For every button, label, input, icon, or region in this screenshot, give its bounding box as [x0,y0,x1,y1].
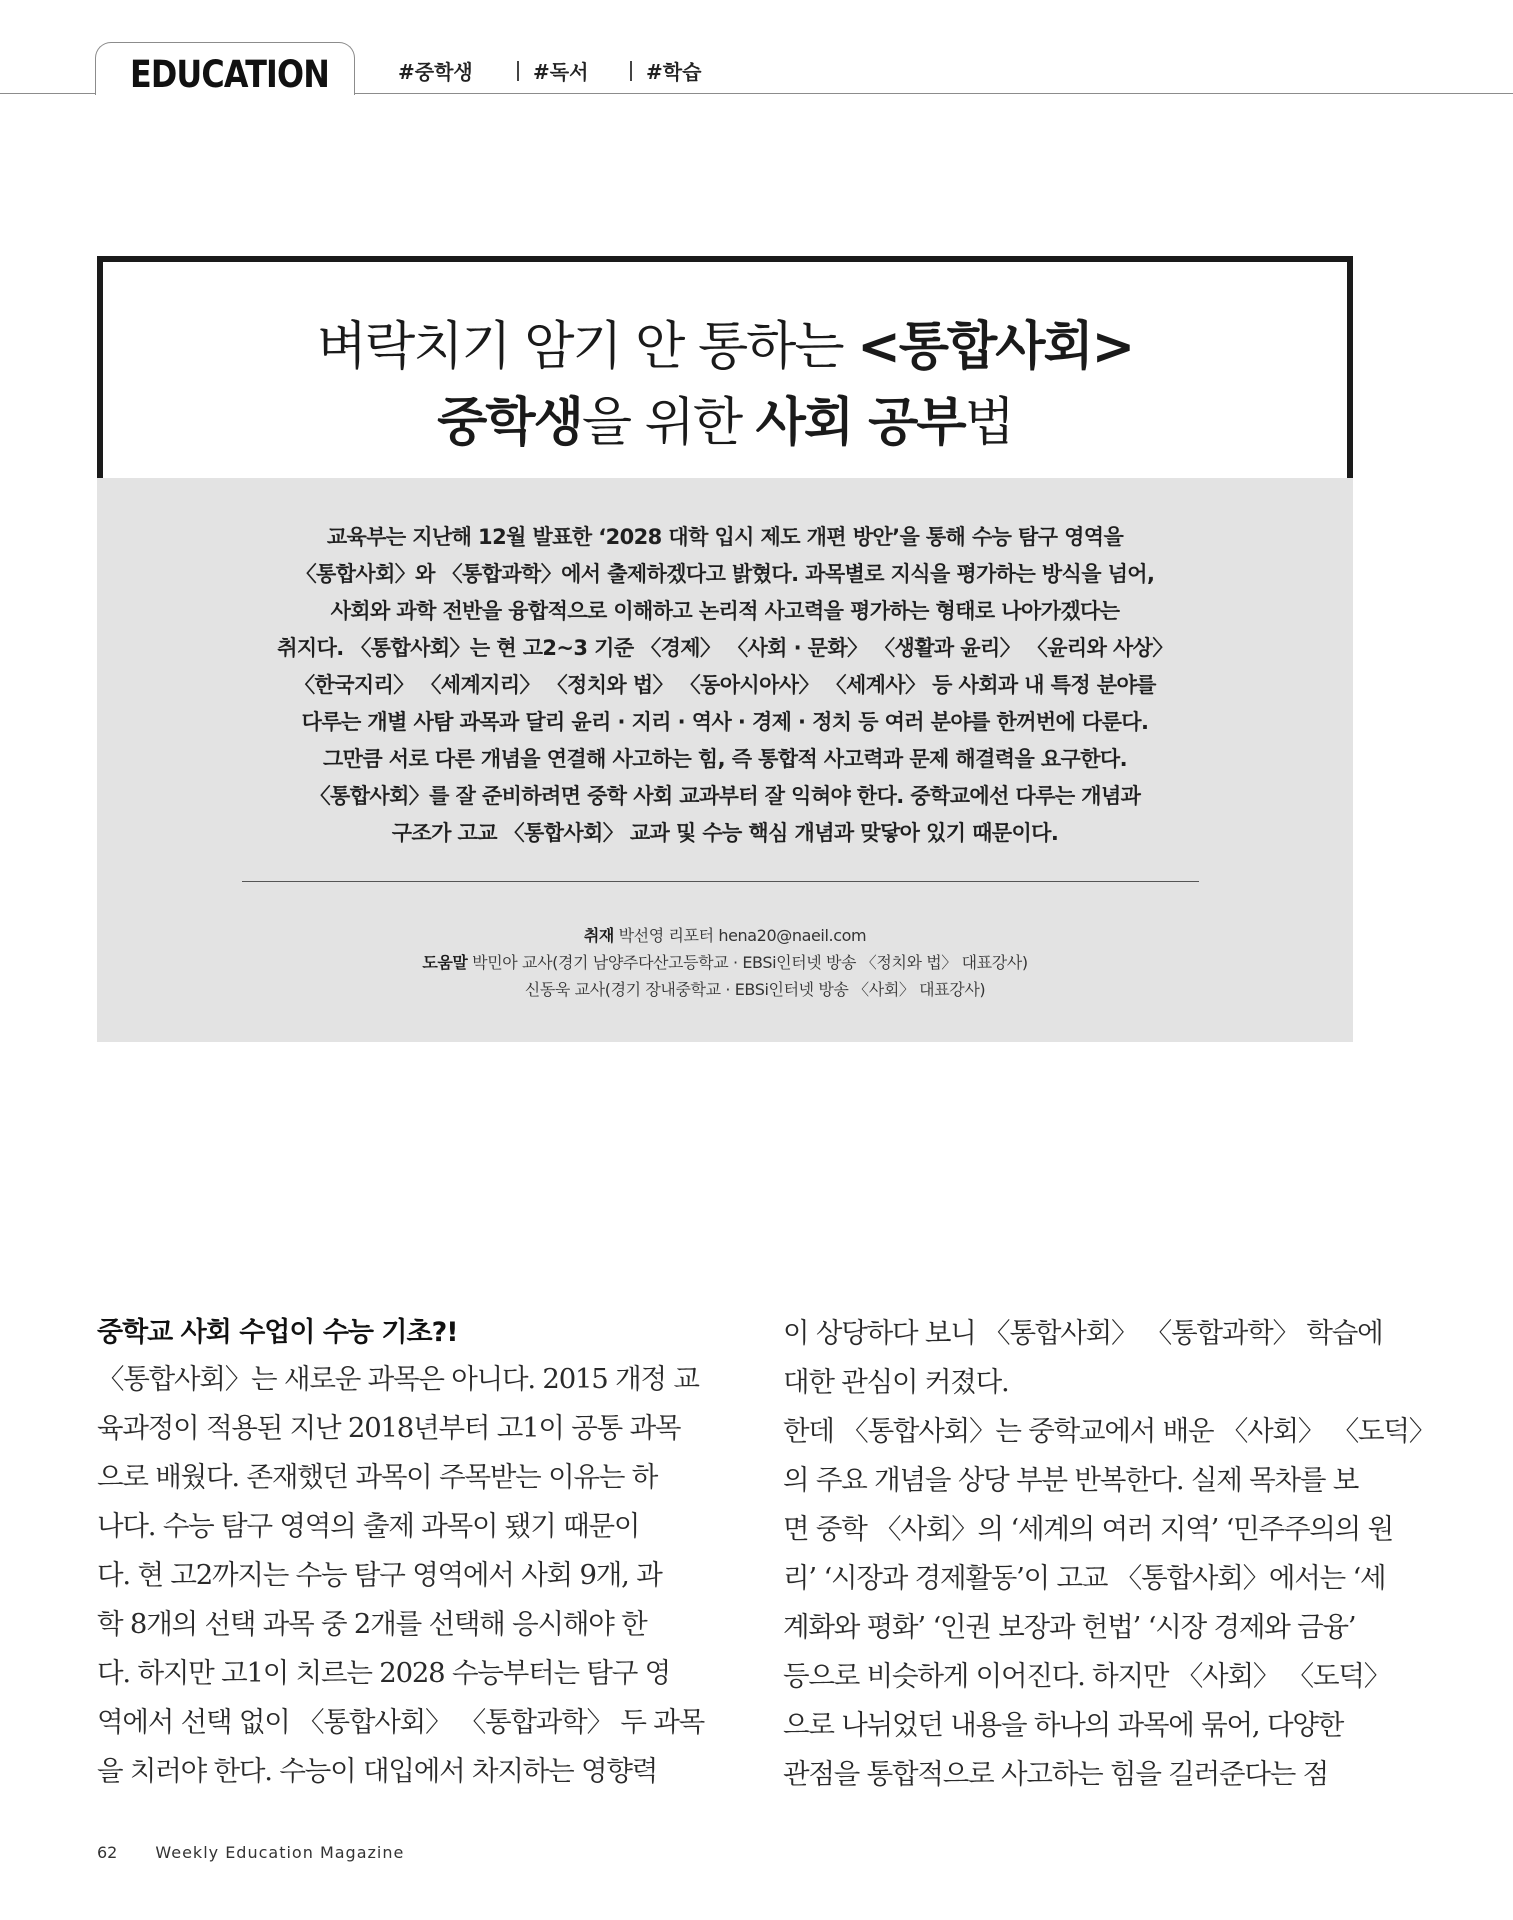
headline-text: 법 [964,393,1013,453]
body-line: 면 중학 〈사회〉의 ‘세계의 여러 지역’ ‘민주주의의 원 [783,1513,1393,1545]
tag-divider [630,61,632,81]
body-line: 나다. 수능 탐구 영역의 출제 과목이 됐기 때문이 [97,1510,640,1542]
lead-line: 〈한국지리〉 〈세계지리〉 〈정치와 법〉 〈동아시아사〉 〈세계사〉 등 사회과 내 특정 분야를 [294,673,1156,697]
credit-label: 도움말 [422,953,468,972]
lead-line: 〈통합사회〉를 잘 준비하려면 중학 사회 교과부터 잘 익혀야 한다. 중학교에선 다루는 개념과 [309,784,1141,808]
hashtag: #독서 [533,60,589,84]
page-number: 62 [97,1843,118,1862]
body-line: 학 8개의 선택 과목 중 2개를 선택해 응시해야 한 [97,1608,647,1640]
body-line: 을 치러야 한다. 수능이 대입에서 차지하는 영향력 [97,1755,658,1787]
headline-line-2 [103,380,1347,455]
section-title: EDUCATION [130,53,329,96]
lead-line: 다루는 개별 사탐 과목과 달리 윤리 · 지리 · 역사 · 경제 · 정치 등 여러 분야를 한꺼번에 다룬다. [301,710,1149,734]
headline-line-1 [103,304,1347,379]
headline-box [97,256,1353,484]
page-footer [97,1843,404,1862]
tag-divider [517,61,519,81]
body-line: 으로 배웠다. 존재했던 과목이 주목받는 이유는 하 [97,1461,658,1493]
magazine-name: Weekly Education Magazine [155,1843,405,1862]
body-line: 다. 현 고2까지는 수능 탐구 영역에서 사회 9개, 과 [97,1559,662,1591]
body-line: 육과정이 적용된 지난 2018년부터 고1이 공통 과목 [97,1412,681,1444]
headline-emphasis: 사회 공부 [755,393,965,453]
credit-text: 박선영 리포터 hena20@naeil.com [618,926,867,945]
body-line: 등으로 비슷하게 이어진다. 하지만 〈사회〉 〈도덕〉 [783,1660,1391,1692]
body-line: 으로 나뉘었던 내용을 하나의 과목에 묶어, 다양한 [783,1709,1344,1741]
body-line: 리’ ‘시장과 경제활동’이 고교 〈통합사회〉에서는 ‘세 [783,1562,1386,1594]
lead-line: 구조가 고교 〈통합사회〉 교과 및 수능 핵심 개념과 맞닿아 있기 때문이다. [391,821,1059,845]
body-line: 의 주요 개념을 상당 부분 반복한다. 실제 목차를 보 [783,1464,1359,1496]
headline-text: 벼락치기 암기 안 통하는 [316,317,858,377]
lead-line: 〈통합사회〉와 〈통합과학〉에서 출제하겠다고 밝혔다. 과목별로 지식을 평가하는 방식을 넘어, [295,562,1155,586]
hashtag: #중학생 [398,60,473,84]
credit-reporter [97,923,1353,946]
body-line: 이 상당하다 보니 〈통합사회〉 〈통합과학〉 학습에 [783,1317,1383,1349]
lead-line: 교육부는 지난해 12월 발표한 ‘2028 대학 입시 제도 개편 방안’을 통해 수능 탐구 영역을 [326,525,1124,549]
section-subheading: 중학교 사회 수업이 수능 기초?! [97,1317,458,1348]
hashtag: #학습 [646,60,702,84]
body-line: 한데 〈통합사회〉는 중학교에서 배운 〈사회〉 〈도덕〉 [783,1415,1436,1447]
credit-help [97,950,1353,973]
body-line: 계화와 평화’ ‘인권 보장과 헌법’ ‘시장 경제와 금융’ [783,1611,1356,1643]
body-line: 다. 하지만 고1이 치르는 2028 수능부터는 탐구 영 [97,1657,671,1689]
lead-line: 그만큼 서로 다른 개념을 연결해 사고하는 힘, 즉 통합적 사고력과 문제 해결력을 요구한다. [323,747,1127,771]
lead-box [97,478,1353,1042]
body-line: 역에서 선택 없이 〈통합사회〉 〈통합과학〉 두 과목 [97,1706,705,1738]
credit-label: 취재 [583,926,614,945]
lead-divider [242,881,1199,882]
credit-text: 박민아 교사(경기 남양주다산고등학교 · EBSi인터넷 방송 〈정치와 법〉 대표강사) [472,953,1028,972]
headline-emphasis: 중학생 [437,393,582,453]
credit-help-2: 신동욱 교사(경기 장내중학교 · EBSi인터넷 방송 〈사회〉 대표강사) [524,980,986,999]
body-line: 관점을 통합적으로 사고하는 힘을 길러준다는 점 [783,1758,1329,1790]
headline-text: 을 위한 [581,393,756,453]
lead-line: 취지다. 〈통합사회〉는 현 고2~3 기준 〈경제〉 〈사회 · 문화〉 〈생활과 윤리〉 〈윤리와 사상〉 [277,636,1173,660]
headline-emphasis: <통합사회> [857,317,1134,377]
lead-line: 사회와 과학 전반을 융합적으로 이해하고 논리적 사고력을 평가하는 형태로 나아가겠다는 [330,599,1120,623]
body-line: 대한 관심이 커졌다. [783,1366,1009,1398]
body-line: 〈통합사회〉는 새로운 과목은 아니다. 2015 개정 교 [97,1363,699,1395]
